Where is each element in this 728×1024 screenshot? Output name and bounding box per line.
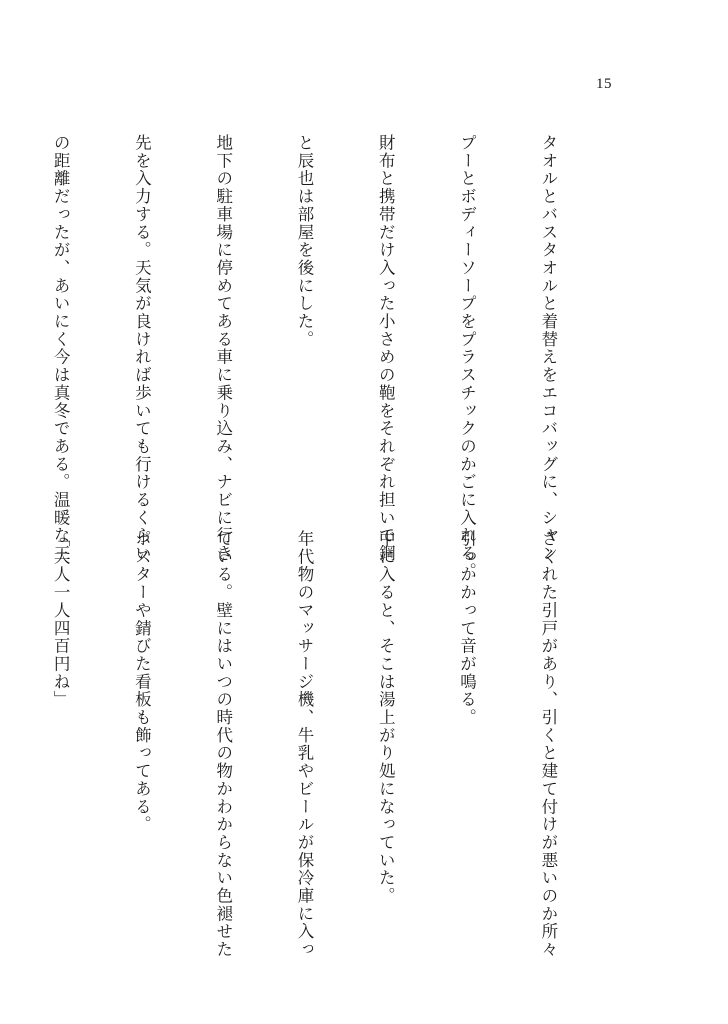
text-line: ポスターや錆びた看板も飾ってある。 (132, 530, 152, 834)
text-line: 引っかかって音が鳴る。 (457, 530, 477, 727)
text-line: 地下の駐車場に停めてある車に乗り込み、ナビに行き (213, 134, 233, 563)
text-line: 「大人一人四百円ね」 (51, 530, 71, 709)
text-line: ている。壁にはいつの時代の物かわからない色褪せた (213, 530, 233, 959)
text-block-lower (51, 530, 616, 959)
text-line: 中に入ると、そこは湯上がり処になっていた。 (376, 530, 396, 905)
text-line: と辰也は部屋を後にした。 (294, 134, 314, 349)
text-line: さくれた引戸があり、引くと建て付けが悪いのか所々 (538, 530, 558, 959)
text-line: プーとボディーソープをプラスチックのかごに入れる。 (457, 134, 477, 581)
text-line: 年代物のマッサージ機、牛乳やビールが保冷庫に入っ (294, 530, 314, 959)
text-line: 先を入力する。天気が良ければ歩いても行けるくらい (132, 134, 152, 563)
page-number: 15 (596, 76, 612, 92)
text-line: の距離だったが、あいにく今は真冬である。温暖な三 (51, 134, 71, 563)
text-line: タオルとバスタオルと着替えをエコバッグに、シャン (538, 134, 558, 563)
text-line: 財布と携帯だけ入った小さめの鞄をそれぞれ担いで鋼 (376, 134, 396, 563)
text-block-upper (51, 134, 616, 581)
